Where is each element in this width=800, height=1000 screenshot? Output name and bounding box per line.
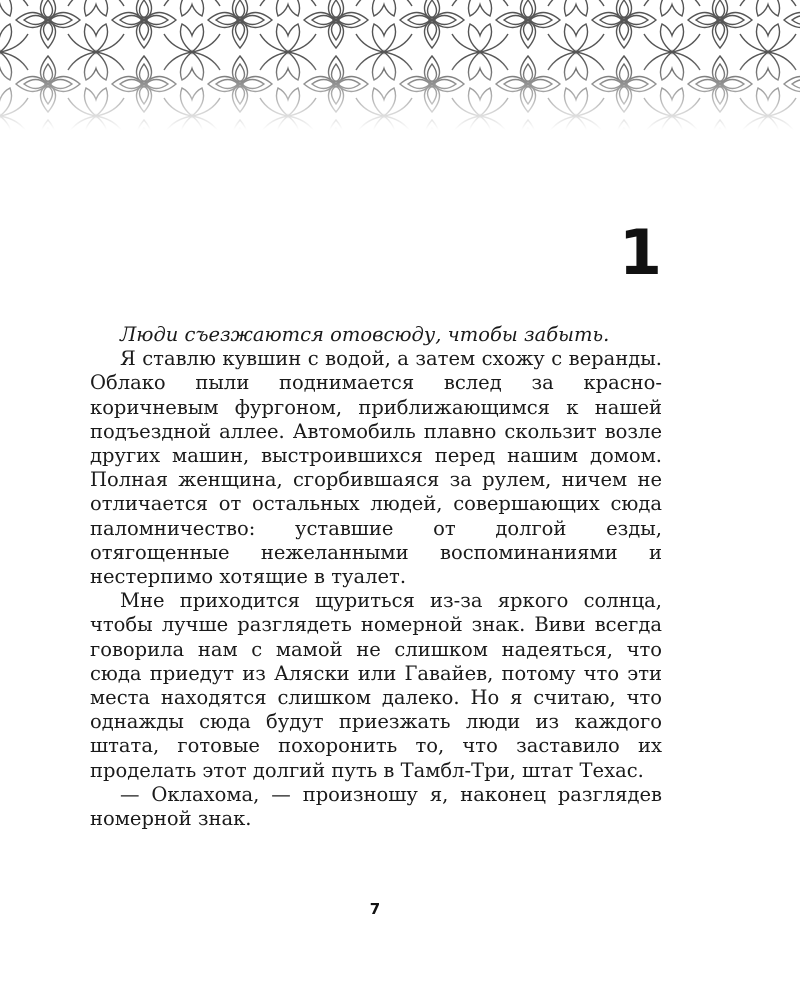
chapter-body-text <box>90 323 662 831</box>
paragraph: Мне приходится щуриться из-за яркого солнца, чтобы лучше разглядеть номерной знак. Виви всегда говорила нам с мамой не слишком надеяться, что сюда приедут из Аляски или Гавайев, потому что эти места находятся слишком далеко. Но я считаю, что однажды сюда будут приезжать люди из каждого штата, готовые похоронить то, что заставило их проделать этот долгий путь в Тамбл-Три, штат Техас. <box>90 589 662 782</box>
decorative-pattern-header <box>0 0 800 130</box>
epigraph: Люди съезжаются отовсюду, чтобы забыть. <box>120 323 610 346</box>
paragraph: Я ставлю кувшин с водой, а затем схожу с веранды. Облако пыли поднимается вслед за красно-коричневым фургоном, приближающимся к нашей подъездной аллее. Автомобиль плавно скользит возле других машин, выстроившихся перед нашим домом. Полная женщина, сгорбившаяся за рулем, ничем не отличается от остальных людей, совершающих сюда паломничество: уставшие от долгой езды, отягощенные нежеланными воспоминаниями и нестерпимо хотящие в туалет. <box>90 347 662 589</box>
page-number: 7 <box>369 900 381 918</box>
paragraph: — Оклахома, — произношу я, наконец разглядев номерной знак. <box>90 782 662 831</box>
chapter-number: 1 <box>618 216 662 289</box>
lotus-lattice-pattern <box>0 0 800 130</box>
